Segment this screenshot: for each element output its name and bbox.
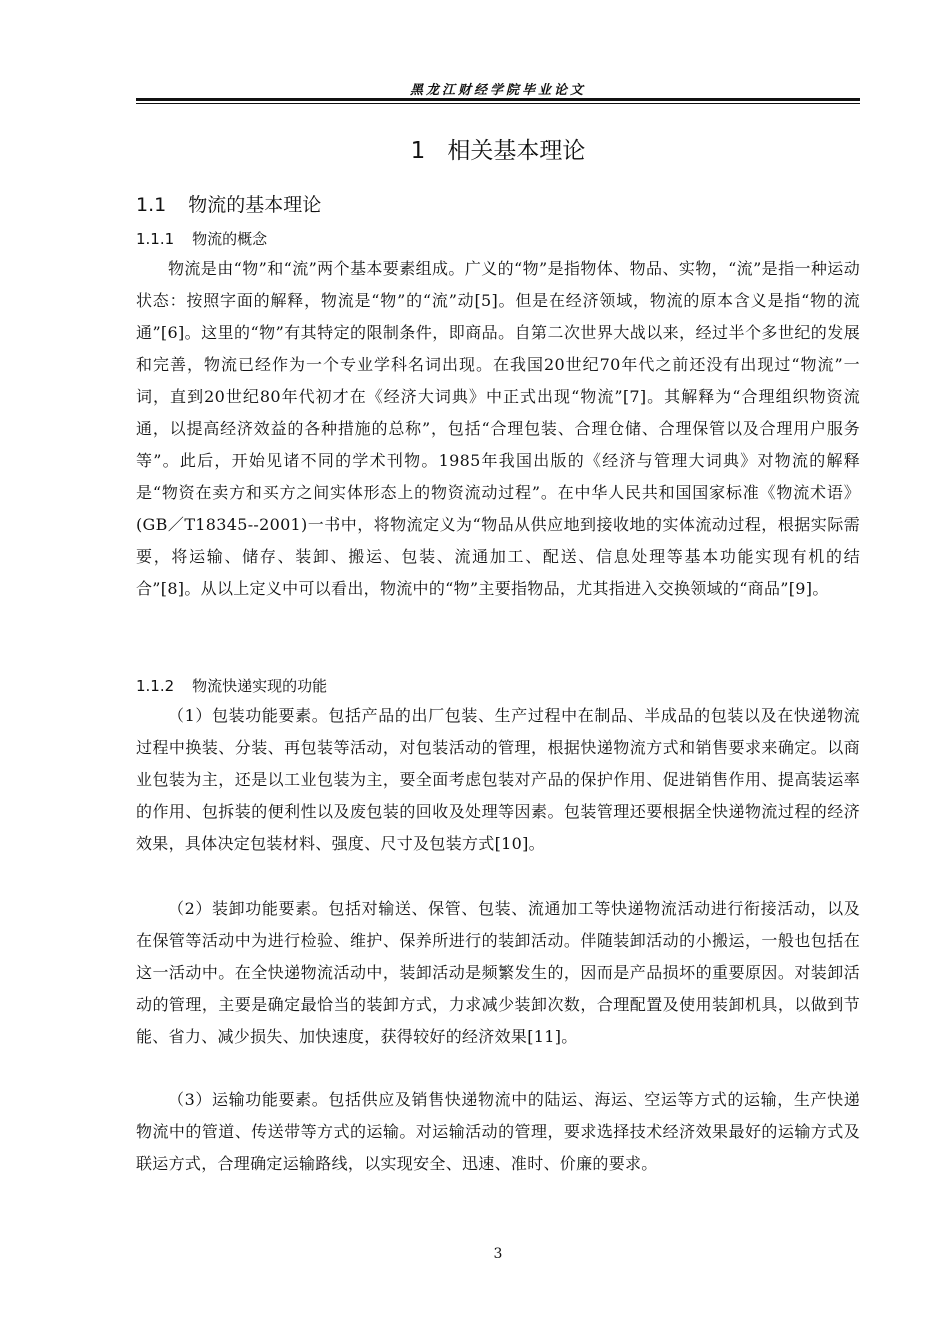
subsection-heading-1-1-1 [136,228,267,249]
paragraph-loading: （2）装卸功能要素。包括对输送、保管、包装、流通加工等快递物流活动进行衔接活动，以及在保管等活动中为进行检验、维护、保养所进行的装卸活动。伴随装卸活动的小搬运，一般也包括在这一活动中。在全快递物流活动中，装卸活动是频繁发生的，因而是产品损坏的重要原因。对装卸活动的管理，主要是确定最恰当的装卸方式，力求减少装卸次数，合理配置及使用装卸机具，以做到节能、省力、减少损失、加快速度，获得较好的经济效果[11]。 [136,899,860,1046]
subsection-heading-1-1-2 [136,675,327,696]
running-header: 黑龙江财经学院毕业论文 [409,83,586,98]
header-rule-thin [136,103,860,104]
paragraph-logistics-concept: 物流是由“物”和“流”两个基本要素组成。广义的“物”是指物体、物品、实物，“流”是指一种运动状态：按照字面的解释，物流是“物”的“流”动[5]。但是在经济领域，物流的原本含义是指“物的流通”[6]。这里的“物”有其特定的限制条件，即商品。自第二次世界大战以来，经过半个多世纪的发展和完善，物流已经作为一个专业学科名词出现。在我国20世纪70年代之前还没有出现过“物流”一词，直到20世纪80年代初才在《经济大词典》中正式出现“物流”[7]。其解释为“合理组织物资流通，以提高经济效益的各种措施的总称”，包括“合理包装、合理仓储、合理保管以及合理用户服务等”。此后，开始见诸不同的学术刊物。1985年我国出版的《经济与管理大词典》对物流的解释是“物资在卖方和买方之间实体形态上的物资流动过程”。在中华人民共和国国家标准《物流术语》(GB／T18345--2001)一书中，将物流定义为“物品从供应地到接收地的实体流动过程，根据实际需要，将运输、储存、装卸、搬运、包装、流通加工、配送、信息处理等基本功能实现有机的结合”[8]。从以上定义中可以看出，物流中的“物”主要指物品，尤其指进入交换领域的“商品”[9]。 [136,259,860,598]
paragraph-transport: （3）运输功能要素。包括供应及销售快递物流中的陆运、海运、空运等方式的运输，生产快递物流中的管道、传送带等方式的运输。对运输活动的管理，要求选择技术经济效果最好的运输方式及联运方式，合理确定运输路线，以实现安全、迅速、准时、价廉的要求。 [136,1090,860,1173]
subsection-title: 物流快递实现的功能 [192,677,328,695]
header-rule-thick [136,98,860,101]
page-number: 3 [493,1246,503,1262]
subsection-number: 1.1.2 [136,677,175,695]
section-number: 1.1 [136,194,167,216]
subsection-number: 1.1.1 [136,230,175,248]
subsection-title: 物流的概念 [192,230,268,248]
chapter-heading [136,132,860,165]
section-title: 物流的基本理论 [188,194,322,216]
chapter-number: 1 [410,138,426,164]
paragraph-packaging: （1）包装功能要素。包括产品的出厂包装、生产过程中在制品、半成品的包装以及在快递物流过程中换装、分装、再包装等活动，对包装活动的管理，根据快递物流方式和销售要求来确定。以商业包装为主，还是以工业包装为主，要全面考虑包装对产品的保护作用、促进销售作用、提高装运率的作用、包拆装的便利性以及废包装的回收及处理等因素。包装管理还要根据全快递物流过程的经济效果，具体决定包装材料、强度、尺寸及包装方式[10]。 [136,706,860,853]
section-heading-1-1 [136,190,321,217]
chapter-title: 相关基本理论 [447,138,586,164]
